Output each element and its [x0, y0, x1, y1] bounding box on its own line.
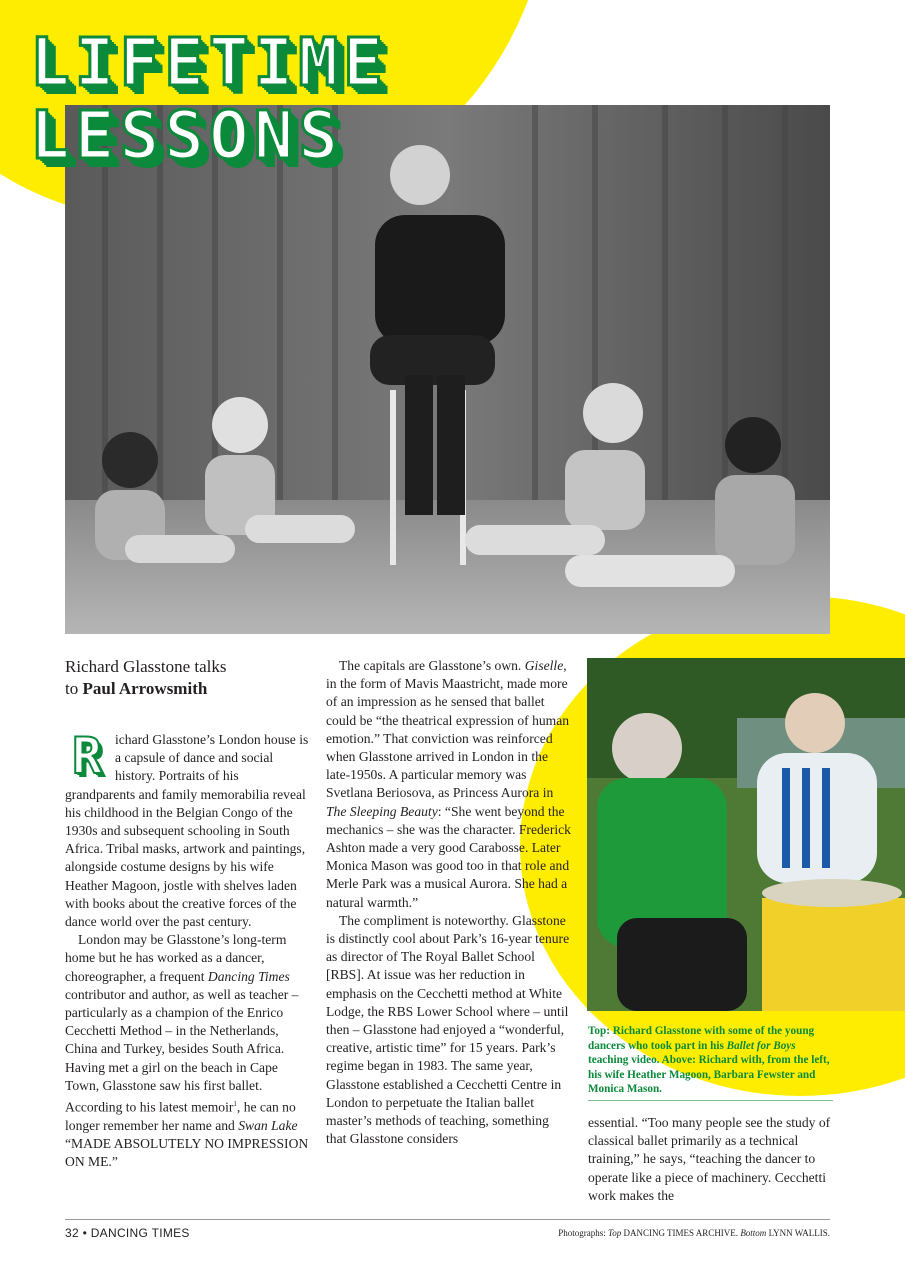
credit-label: Photographs:	[558, 1228, 606, 1238]
article-column-3	[588, 1114, 836, 1205]
paragraph: The compliment is noteworthy. Glasstone is distinctly cool about Park’s 16-year tenure as director of The Royal Ballet School [RBS]. At issue was her reduction in emphasis on the Cecchetti method at White Lodge, the RBS Lower School where – until then – Glasstone had enjoyed a “wonderful, creative, artistic time” for 15 years. Park’s regime began in 1983. The same year, Glasstone established a Cecchetti Centre in London to perpetuate the Italian ballet master’s methods of teaching, something that Glasstone considers	[326, 912, 570, 1147]
credit-top-source: DANCING TIMES ARCHIVE.	[623, 1228, 739, 1238]
byline-author: Paul Arrowsmith	[82, 679, 208, 698]
caption-text: Top: Richard Glasstone with some of the young dancers who took part in his	[588, 1025, 815, 1052]
credit-bottom-label: Bottom	[740, 1228, 767, 1238]
paragraph-text: contributor and author, as well as teacher – particularly as a champion of the Enrico Cecchetti Method – in the Netherlands, China and Turkey, besides South Africa. Having met a girl on the beach in Cape Town, Glasstone saw his first ballet. According to his latest memoir	[65, 986, 299, 1115]
credit-top-label: Top	[608, 1228, 622, 1238]
paragraph: essential. “Too many people see the study of classical ballet primarily as a technical training,” he says, “teaching the dancer to operate like a piece of machinery. Cecchetti work makes the	[588, 1115, 831, 1203]
drop-cap: R	[71, 727, 103, 785]
byline-intro: Richard Glasstone talks	[65, 657, 227, 676]
paragraph-text: , he can no longer remember her name and	[65, 1099, 296, 1133]
paragraph-text: The capitals are Glasstone’s own.	[339, 658, 522, 673]
credit-bottom-source: LYNN WALLIS.	[768, 1228, 830, 1238]
headline-line-2: LESSONS	[30, 97, 344, 174]
page-folio: 32 • DANCING TIMES	[65, 1226, 190, 1240]
caption-text: teaching video. Above: Richard with, from the left, his wife Heather Magoon, Barbara Fewster and Monica Mason.	[588, 1054, 830, 1096]
paragraph-text: London may be Glasstone’s long-term home but he has worked as a dancer, choreographer, a frequent	[65, 932, 287, 984]
paragraph	[65, 931, 309, 1171]
ballet-title: The Sleeping Beauty	[326, 803, 438, 819]
paragraph-text: ichard Glasstone’s London house is a capsule of dance and social history. Portraits of his grandparents and family memorabilia reveal his childhood in the Belgian Congo of the 1930s and subsequent schooling in South Africa. Tribal masks, artwork and paintings, alongside costume designs by his wife Heather Magoon, jostle with shelves laden with books about the creative forces of the dance world over the past century.	[65, 732, 309, 930]
photo-class-with-boys	[65, 105, 830, 634]
paragraph-text: “MADE ABSOLUTELY NO IMPRESSION ON ME.”	[65, 1136, 309, 1170]
footnote-marker: 1	[233, 1100, 237, 1109]
publication-title: Dancing Times	[207, 968, 290, 984]
article-column-2	[326, 657, 572, 1148]
ballet-title: Giselle	[524, 658, 564, 673]
photo-caption	[588, 1024, 833, 1101]
paragraph	[65, 727, 309, 931]
byline	[65, 656, 305, 700]
byline-to: to	[65, 679, 79, 698]
paragraph-text: : “She went beyond the mechanics – she was the character. Frederick Ashton made a very good Carabosse. Later Monica Mason was good too in that role and Merle Park was a musical Aurora. She had a natural warmth.”	[326, 803, 571, 910]
video-title: Ballet for Boys	[726, 1039, 796, 1052]
paragraph	[326, 657, 572, 912]
photo-three-women	[587, 658, 905, 1011]
photo-credits	[558, 1228, 830, 1238]
paragraph-text: , in the form of Mavis Maastricht, made more of an impression as he sensed that ballet could be “the theatrical expression of human emotion.” That conviction was reinforced when Glasstone arrived in London in the late-1950s. A particular memory was Svetlana Beriosova, as Princess Aurora in	[326, 658, 570, 801]
article-column-1	[65, 727, 309, 1171]
footer-rule	[65, 1219, 830, 1220]
ballet-title: Swan Lake	[238, 1117, 298, 1133]
headline-line-1: LIFETIME	[30, 24, 388, 101]
